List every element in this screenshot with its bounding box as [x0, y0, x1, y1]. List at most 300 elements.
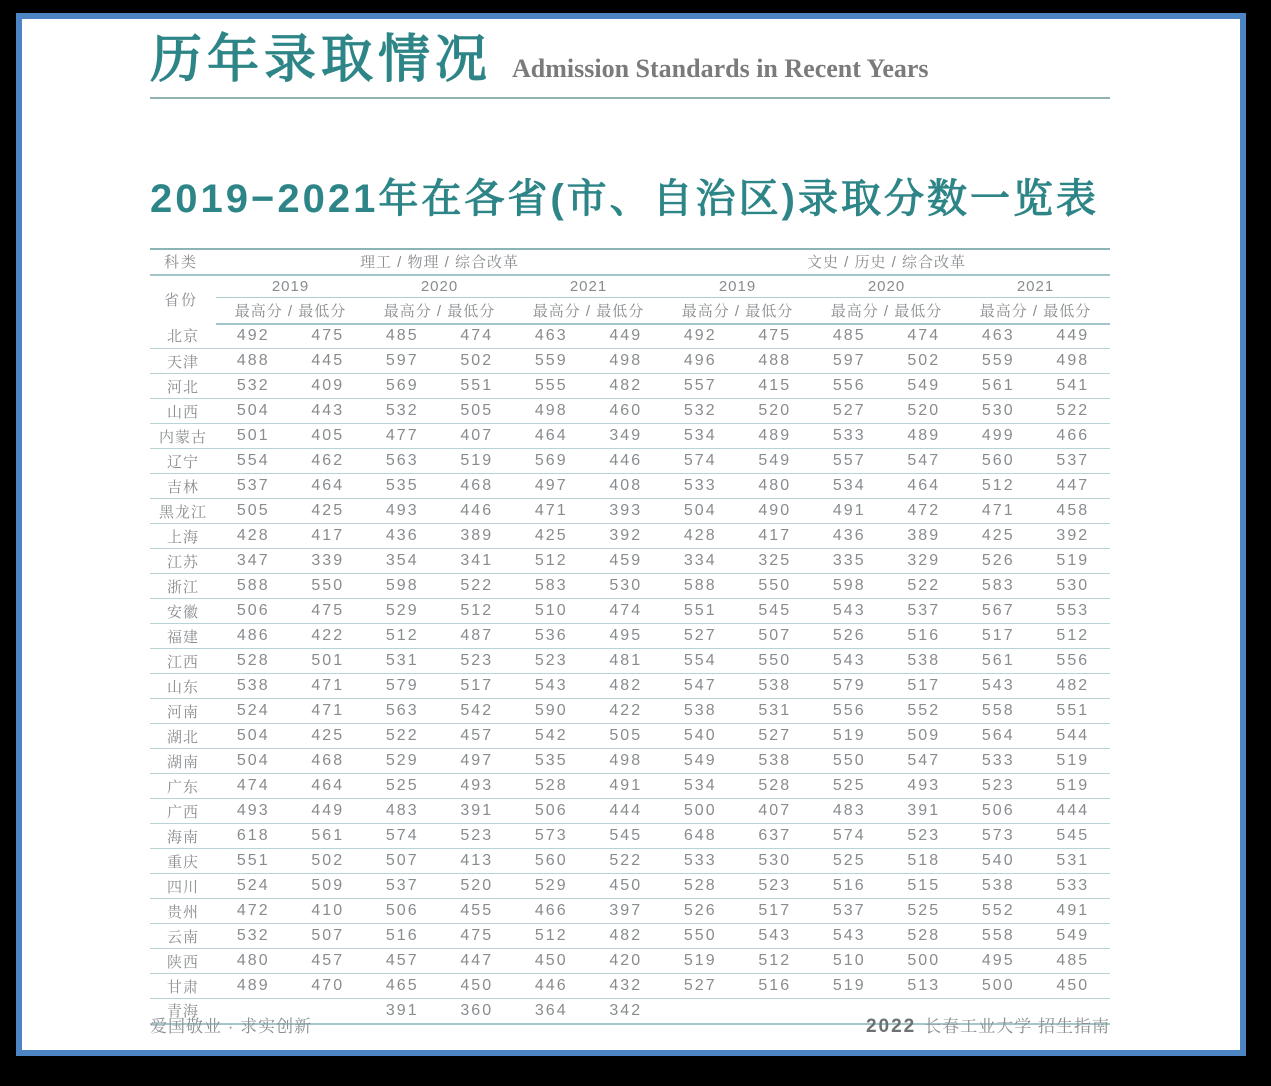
score-cell: 534	[663, 424, 738, 449]
score-cell: 477	[365, 424, 440, 449]
score-cell: 553	[1036, 599, 1111, 624]
footer-motto: 爱国敬业 · 求实创新	[150, 1017, 313, 1036]
score-cell: 538	[216, 674, 291, 699]
score-cell: 549	[1036, 924, 1111, 949]
score-cell: 531	[738, 699, 813, 724]
score-cell: 538	[738, 749, 813, 774]
score-cell: 360	[440, 999, 515, 1024]
score-cell: 446	[589, 449, 664, 474]
score-cell: 536	[514, 624, 589, 649]
score-cell: 489	[887, 424, 962, 449]
score-cell: 574	[812, 824, 887, 849]
score-cell: 475	[738, 324, 813, 349]
page-title-english: Admission Standards in Recent Years	[512, 54, 929, 83]
score-cell: 425	[514, 524, 589, 549]
score-cell: 547	[663, 674, 738, 699]
score-cell: 532	[663, 399, 738, 424]
score-cell: 502	[291, 849, 366, 874]
year-header: 2020	[812, 275, 961, 298]
score-cell: 480	[216, 949, 291, 974]
score-cell: 474	[589, 599, 664, 624]
table-header-score-row	[150, 298, 1110, 324]
province-cell: 贵州	[150, 899, 216, 924]
score-cell: 561	[961, 374, 1036, 399]
score-cell: 512	[440, 599, 515, 624]
score-cell: 520	[887, 399, 962, 424]
score-cell: 500	[961, 974, 1036, 999]
score-cell: 529	[365, 749, 440, 774]
score-cell: 393	[589, 499, 664, 524]
brochure-page	[16, 13, 1246, 1056]
table-row	[150, 849, 1110, 874]
table-row	[150, 474, 1110, 499]
score-cell: 530	[961, 399, 1036, 424]
score-cell: 407	[440, 424, 515, 449]
score-cell: 524	[216, 874, 291, 899]
score-cell: 528	[663, 874, 738, 899]
score-cell: 444	[1036, 799, 1111, 824]
score-cell: 428	[663, 524, 738, 549]
year-header: 2019	[216, 275, 365, 298]
province-corner-label: 省份	[164, 292, 199, 310]
table-header-category-row	[150, 249, 1110, 275]
score-cell: 590	[514, 699, 589, 724]
score-cell: 545	[589, 824, 664, 849]
score-cell: 538	[887, 649, 962, 674]
score-cell: 449	[589, 324, 664, 349]
score-cell: 532	[216, 374, 291, 399]
score-cell: 523	[514, 649, 589, 674]
year-header: 2021	[514, 275, 663, 298]
score-cell: 491	[589, 774, 664, 799]
score-cell: 496	[663, 349, 738, 374]
score-cell: 335	[812, 549, 887, 574]
score-cell: 530	[589, 574, 664, 599]
score-cell: 559	[961, 349, 1036, 374]
table-row	[150, 574, 1110, 599]
footer-publication	[866, 1012, 1110, 1038]
score-cell: 464	[887, 474, 962, 499]
score-cell: 523	[887, 824, 962, 849]
score-cell: 499	[961, 424, 1036, 449]
table-row	[150, 774, 1110, 799]
score-cell: 449	[1036, 324, 1111, 349]
score-cell: 474	[440, 324, 515, 349]
score-cell: 507	[291, 924, 366, 949]
score-cell: 475	[291, 599, 366, 624]
score-cell: 505	[216, 499, 291, 524]
score-cell: 506	[365, 899, 440, 924]
score-cell: 455	[440, 899, 515, 924]
score-cell: 457	[365, 949, 440, 974]
score-cell: 527	[663, 624, 738, 649]
province-cell: 福建	[150, 624, 216, 649]
score-cell: 557	[663, 374, 738, 399]
score-cell: 457	[291, 949, 366, 974]
score-cell: 563	[365, 699, 440, 724]
score-cell: 543	[812, 924, 887, 949]
score-cell: 482	[589, 674, 664, 699]
score-cell: 480	[738, 474, 813, 499]
score-cell: 648	[663, 824, 738, 849]
score-cell: 489	[738, 424, 813, 449]
score-cell: 501	[216, 424, 291, 449]
score-cell: 588	[663, 574, 738, 599]
score-cell: 475	[440, 924, 515, 949]
score-cell: 550	[291, 574, 366, 599]
score-cell: 552	[961, 899, 1036, 924]
score-cell: 560	[961, 449, 1036, 474]
score-cell: 506	[961, 799, 1036, 824]
score-cell: 573	[961, 824, 1036, 849]
score-label: 最高分 / 最低分	[365, 298, 514, 324]
province-cell: 江苏	[150, 549, 216, 574]
score-cell: 516	[365, 924, 440, 949]
score-cell: 482	[1036, 674, 1111, 699]
score-cell: 569	[514, 449, 589, 474]
score-cell: 524	[216, 699, 291, 724]
score-cell: 493	[365, 499, 440, 524]
score-cell: 444	[589, 799, 664, 824]
score-cell: 498	[1036, 349, 1111, 374]
score-cell: 507	[738, 624, 813, 649]
score-cell: 512	[514, 549, 589, 574]
score-cell: 450	[514, 949, 589, 974]
score-cell: 549	[887, 374, 962, 399]
score-cell: 531	[365, 649, 440, 674]
score-cell: 486	[216, 624, 291, 649]
score-cell: 463	[514, 324, 589, 349]
score-cell: 543	[961, 674, 1036, 699]
score-cell: 532	[365, 399, 440, 424]
score-label: 最高分 / 最低分	[216, 298, 365, 324]
province-cell: 安徽	[150, 599, 216, 624]
score-cell: 502	[440, 349, 515, 374]
score-cell: 463	[961, 324, 1036, 349]
score-cell: 446	[440, 499, 515, 524]
score-cell: 391	[365, 999, 440, 1024]
score-cell: 522	[589, 849, 664, 874]
score-cell: 472	[887, 499, 962, 524]
score-cell: 567	[961, 599, 1036, 624]
score-cell: 537	[812, 899, 887, 924]
province-cell: 湖南	[150, 749, 216, 774]
score-cell: 339	[291, 549, 366, 574]
score-cell: 472	[216, 899, 291, 924]
province-cell: 甘肃	[150, 974, 216, 999]
table-row	[150, 524, 1110, 549]
score-cell: 542	[514, 724, 589, 749]
score-cell: 523	[440, 649, 515, 674]
score-cell: 428	[216, 524, 291, 549]
score-cell: 522	[887, 574, 962, 599]
score-cell: 517	[961, 624, 1036, 649]
score-cell: 542	[440, 699, 515, 724]
score-cell: 545	[1036, 824, 1111, 849]
table-row	[150, 724, 1110, 749]
score-cell: 474	[887, 324, 962, 349]
score-cell: 417	[291, 524, 366, 549]
score-cell: 537	[1036, 449, 1111, 474]
score-cell: 471	[291, 674, 366, 699]
score-cell: 551	[663, 599, 738, 624]
score-cell: 498	[589, 349, 664, 374]
score-cell: 530	[738, 849, 813, 874]
score-cell: 561	[291, 824, 366, 849]
page-footer	[150, 1012, 1110, 1038]
table-row	[150, 899, 1110, 924]
score-cell: 547	[887, 749, 962, 774]
score-cell: 470	[291, 974, 366, 999]
score-cell: 573	[514, 824, 589, 849]
score-cell: 364	[514, 999, 589, 1024]
score-cell: 550	[663, 924, 738, 949]
score-cell: 425	[291, 499, 366, 524]
score-cell: 489	[216, 974, 291, 999]
score-cell: 407	[738, 799, 813, 824]
province-cell: 广东	[150, 774, 216, 799]
score-cell: 516	[738, 974, 813, 999]
score-cell: 556	[1036, 649, 1111, 674]
table-row	[150, 424, 1110, 449]
score-cell: 557	[812, 449, 887, 474]
score-cell: 527	[738, 724, 813, 749]
table-row	[150, 374, 1110, 399]
score-cell: 598	[365, 574, 440, 599]
score-cell: 425	[961, 524, 1036, 549]
score-cell: 449	[291, 799, 366, 824]
score-cell: 447	[440, 949, 515, 974]
scores-table	[150, 248, 1110, 1025]
score-cell: 506	[216, 599, 291, 624]
score-cell: 516	[887, 624, 962, 649]
province-cell: 重庆	[150, 849, 216, 874]
category-corner-label: 科类	[150, 249, 216, 275]
score-cell: 537	[887, 599, 962, 624]
score-cell: 485	[812, 324, 887, 349]
score-cell: 389	[440, 524, 515, 549]
score-cell: 534	[812, 474, 887, 499]
score-cell: 512	[961, 474, 1036, 499]
score-cell: 517	[887, 674, 962, 699]
score-cell: 559	[514, 349, 589, 374]
score-cell: 446	[514, 974, 589, 999]
score-cell: 527	[812, 399, 887, 424]
score-cell: 528	[216, 649, 291, 674]
score-cell: 422	[589, 699, 664, 724]
score-cell: 554	[663, 649, 738, 674]
score-cell: 530	[1036, 574, 1111, 599]
score-cell: 543	[738, 924, 813, 949]
score-cell: 391	[887, 799, 962, 824]
score-cell: 512	[514, 924, 589, 949]
score-cell: 545	[738, 599, 813, 624]
score-cell: 519	[440, 449, 515, 474]
score-cell: 522	[365, 724, 440, 749]
score-cell: 550	[738, 574, 813, 599]
score-cell: 471	[291, 699, 366, 724]
score-cell: 535	[514, 749, 589, 774]
score-cell: 513	[887, 974, 962, 999]
score-cell: 597	[812, 349, 887, 374]
score-cell: 519	[1036, 749, 1111, 774]
score-cell: 525	[887, 899, 962, 924]
score-cell: 510	[812, 949, 887, 974]
table-row	[150, 449, 1110, 474]
province-cell: 陕西	[150, 949, 216, 974]
score-cell: 533	[663, 474, 738, 499]
score-cell: 450	[589, 874, 664, 899]
score-cell: 519	[1036, 549, 1111, 574]
score-cell: 488	[216, 349, 291, 374]
score-cell: 538	[961, 874, 1036, 899]
score-cell: 485	[1036, 949, 1111, 974]
score-cell: 334	[663, 549, 738, 574]
score-cell: 445	[291, 349, 366, 374]
score-cell: 417	[738, 524, 813, 549]
score-cell: 549	[738, 449, 813, 474]
score-label: 最高分 / 最低分	[961, 298, 1110, 324]
score-cell: 504	[216, 724, 291, 749]
table-row	[150, 624, 1110, 649]
score-cell: 532	[216, 924, 291, 949]
province-cell: 海南	[150, 824, 216, 849]
score-cell: 526	[961, 549, 1036, 574]
score-cell: 538	[738, 674, 813, 699]
score-cell: 458	[1036, 499, 1111, 524]
score-cell: 522	[1036, 399, 1111, 424]
score-cell: 482	[589, 924, 664, 949]
score-cell: 504	[663, 499, 738, 524]
score-cell: 574	[365, 824, 440, 849]
score-cell: 522	[440, 574, 515, 599]
score-cell: 420	[589, 949, 664, 974]
score-cell: 483	[812, 799, 887, 824]
province-cell: 内蒙古	[150, 424, 216, 449]
province-cell: 四川	[150, 874, 216, 899]
score-cell: 564	[961, 724, 1036, 749]
score-cell: 520	[738, 399, 813, 424]
score-cell: 519	[812, 724, 887, 749]
province-cell: 北京	[150, 324, 216, 349]
score-cell: 637	[738, 824, 813, 849]
score-cell: 410	[291, 899, 366, 924]
province-cell: 黑龙江	[150, 499, 216, 524]
score-cell: 482	[589, 374, 664, 399]
score-cell: 397	[589, 899, 664, 924]
score-cell: 466	[514, 899, 589, 924]
score-cell: 347	[216, 549, 291, 574]
score-cell: 509	[887, 724, 962, 749]
score-cell: 552	[887, 699, 962, 724]
score-cell: 490	[738, 499, 813, 524]
year-header: 2020	[365, 275, 514, 298]
score-cell: 471	[961, 499, 1036, 524]
score-label: 最高分 / 最低分	[663, 298, 812, 324]
score-cell: 491	[1036, 899, 1111, 924]
score-cell: 474	[216, 774, 291, 799]
score-cell: 354	[365, 549, 440, 574]
score-cell: 533	[1036, 874, 1111, 899]
score-cell: 391	[440, 799, 515, 824]
score-cell: 497	[514, 474, 589, 499]
province-cell: 江西	[150, 649, 216, 674]
score-cell: 541	[1036, 374, 1111, 399]
score-cell: 550	[738, 649, 813, 674]
province-cell: 河北	[150, 374, 216, 399]
score-cell: 392	[589, 524, 664, 549]
score-cell: 583	[514, 574, 589, 599]
score-cell: 540	[961, 849, 1036, 874]
score-cell: 487	[440, 624, 515, 649]
province-cell: 天津	[150, 349, 216, 374]
score-cell: 550	[812, 749, 887, 774]
score-cell: 492	[216, 324, 291, 349]
province-cell: 浙江	[150, 574, 216, 599]
score-cell: 481	[589, 649, 664, 674]
score-cell: 408	[589, 474, 664, 499]
score-cell: 512	[738, 949, 813, 974]
score-cell: 560	[514, 849, 589, 874]
table-row	[150, 749, 1110, 774]
score-cell: 535	[365, 474, 440, 499]
score-cell: 544	[1036, 724, 1111, 749]
score-cell: 468	[440, 474, 515, 499]
table-header-year-row	[150, 275, 1110, 298]
score-cell: 504	[216, 399, 291, 424]
score-cell: 561	[961, 649, 1036, 674]
province-cell: 吉林	[150, 474, 216, 499]
score-cell: 538	[663, 699, 738, 724]
province-cell: 湖北	[150, 724, 216, 749]
score-cell: 450	[440, 974, 515, 999]
score-cell: 579	[365, 674, 440, 699]
score-cell: 555	[514, 374, 589, 399]
score-cell: 459	[589, 549, 664, 574]
score-cell: 509	[291, 874, 366, 899]
table-row	[150, 874, 1110, 899]
score-cell: 554	[216, 449, 291, 474]
table-body	[150, 324, 1110, 1024]
score-cell: 389	[887, 524, 962, 549]
score-cell: 432	[589, 974, 664, 999]
score-cell: 447	[1036, 474, 1111, 499]
table-row	[150, 924, 1110, 949]
score-cell: 500	[663, 799, 738, 824]
table-row	[150, 974, 1110, 999]
score-cell: 598	[812, 574, 887, 599]
score-cell: 528	[887, 924, 962, 949]
score-cell: 475	[291, 324, 366, 349]
province-cell: 上海	[150, 524, 216, 549]
score-cell: 498	[514, 399, 589, 424]
score-cell: 533	[961, 749, 1036, 774]
score-label: 最高分 / 最低分	[514, 298, 663, 324]
score-cell: 493	[216, 799, 291, 824]
score-cell: 519	[663, 949, 738, 974]
score-cell: 415	[738, 374, 813, 399]
score-cell: 495	[961, 949, 1036, 974]
score-cell: 329	[887, 549, 962, 574]
score-cell: 493	[440, 774, 515, 799]
score-cell: 525	[812, 774, 887, 799]
score-cell: 450	[1036, 974, 1111, 999]
scores-table-wrap	[150, 248, 1110, 1025]
score-cell: 443	[291, 399, 366, 424]
score-cell: 528	[514, 774, 589, 799]
score-cell: 464	[291, 474, 366, 499]
score-cell: 523	[440, 824, 515, 849]
